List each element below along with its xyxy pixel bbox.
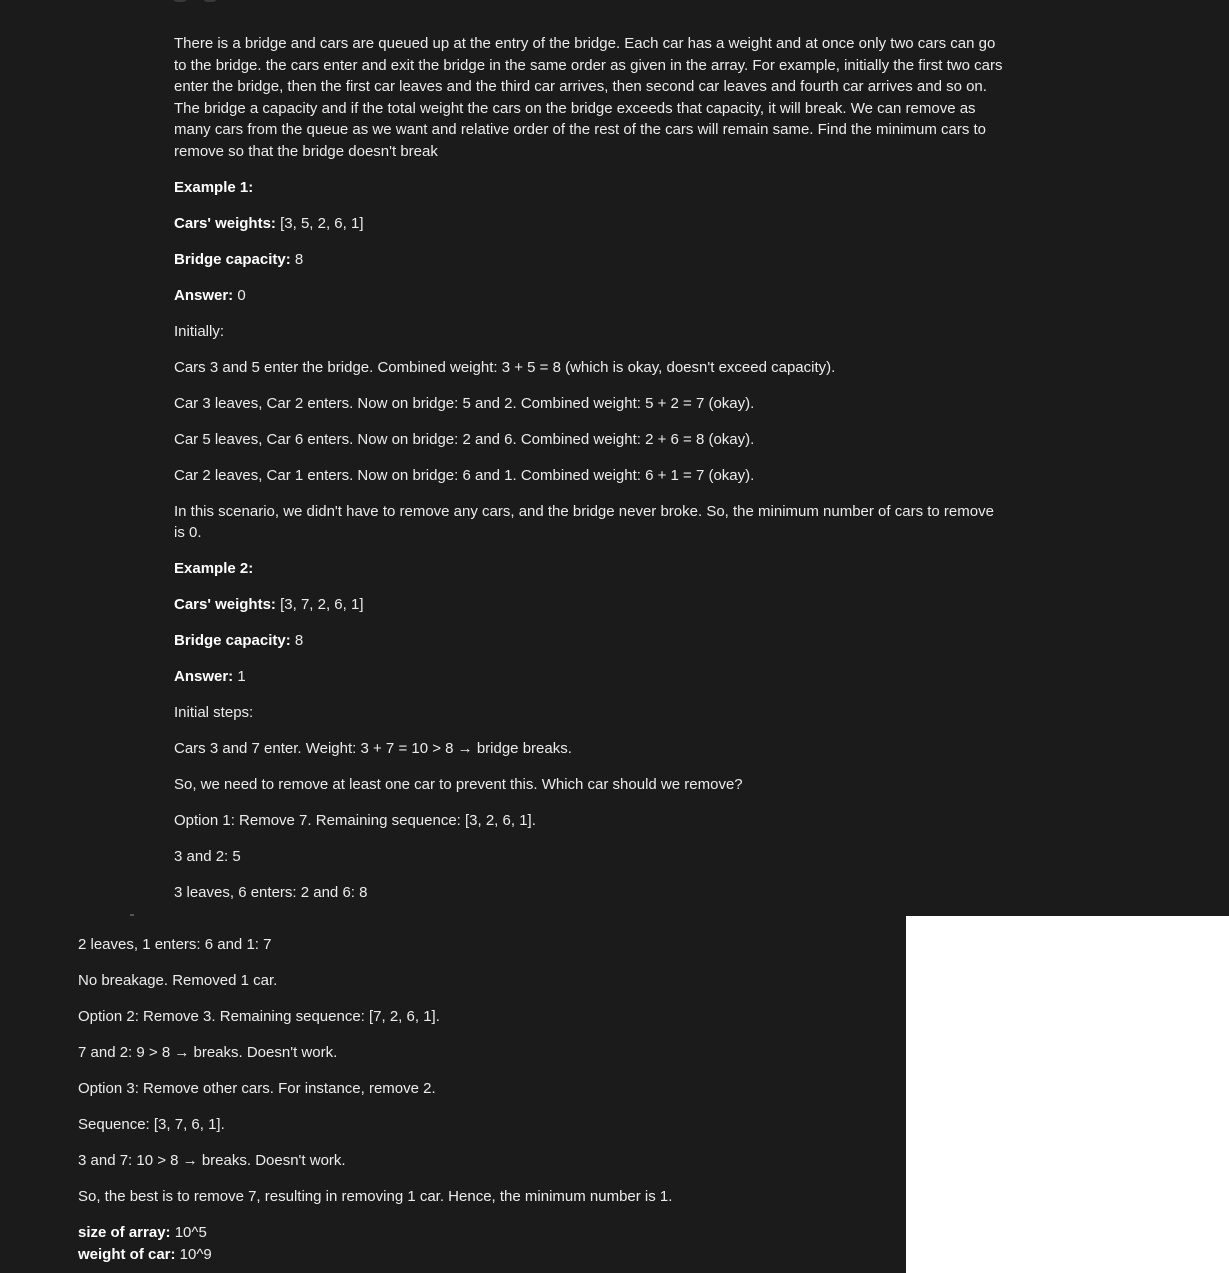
example2-line: Option 1: Remove 7. Remaining sequence: [3, 2, 6, 1].	[174, 812, 536, 829]
avatar-icon	[172, 0, 188, 2]
example2-line: 7 and 2: 9 > 8 → breaks. Doesn't work.	[78, 1044, 338, 1061]
example2-line: 3 and 7: 10 > 8 → breaks. Doesn't work.	[78, 1152, 346, 1169]
example2-answer: Answer: 1	[174, 668, 246, 685]
example1-conclusion: In this scenario, we didn't have to remove any cars, and the bridge never broke. So, the minimum number of cars to remove is 0.	[174, 502, 994, 541]
example2-line: So, we need to remove at least one car to prevent this. Which car should we remove?	[174, 776, 743, 793]
example1-answer: Answer: 0	[174, 286, 246, 304]
example1-step: Car 5 leaves, Car 6 enters. Now on bridge: 2 and 6. Combined weight: 2 + 6 = 8 (okay).	[174, 430, 755, 448]
question-body-continued	[78, 934, 878, 1265]
action-icon	[202, 0, 218, 2]
example2-line: Cars 3 and 7 enter. Weight: 3 + 7 = 10 > 8 → bridge breaks.	[174, 740, 572, 757]
example2-line: 2 leaves, 1 enters: 6 and 1: 7	[78, 936, 272, 953]
example2-line: No breakage. Removed 1 car.	[78, 972, 278, 989]
example1-heading: Example 1:	[174, 178, 254, 196]
problem-statement: There is a bridge and cars are queued up at the entry of the bridge. Each car has a weight and at once only two cars can go to the bridge. the cars enter and exit the bridge in the same order as given in the array. For example, initially the first two cars enter the bridge, then the first car leaves and the third car arrives, then second car leaves and fourth car arrives and so on. The bridge a capacity and if the total weight the cars on the bridge exceeds that capacity, it will break. We can remove as many cars from the queue as we want and relative order of the rest of the cars will remain same. Find the minimum cars to remove so that the bridge doesn't break	[174, 35, 1003, 160]
example2-line: 3 leaves, 6 enters: 2 and 6: 8	[174, 884, 368, 901]
constraint-size: size of array: 10^5	[78, 1224, 207, 1241]
blank-area	[906, 916, 1229, 1273]
example1-weights: Cars' weights: [3, 5, 2, 6, 1]	[174, 214, 364, 232]
example2-initial-steps: Initial steps:	[174, 704, 254, 721]
constraints	[78, 1222, 878, 1265]
example2-line: Sequence: [3, 7, 6, 1].	[78, 1116, 225, 1133]
example1-initially: Initially:	[174, 322, 225, 340]
constraint-weight: weight of car: 10^9	[78, 1245, 212, 1263]
example1-capacity: Bridge capacity: 8	[174, 250, 304, 268]
example2-capacity: Bridge capacity: 8	[174, 632, 304, 649]
question-body	[174, 33, 1004, 918]
example2-weights: Cars' weights: [3, 7, 2, 6, 1]	[174, 596, 364, 613]
example2-line: Option 3: Remove other cars. For instance, remove 2.	[78, 1080, 436, 1097]
toolbar-remnant	[172, 0, 218, 4]
example2-line: 3 and 2: 5	[174, 848, 241, 865]
example2-line: Option 2: Remove 3. Remaining sequence: [7, 2, 6, 1].	[78, 1008, 440, 1025]
example1-step: Car 3 leaves, Car 2 enters. Now on bridge: 5 and 2. Combined weight: 5 + 2 = 7 (okay).	[174, 394, 755, 412]
example1-step: Car 2 leaves, Car 1 enters. Now on bridge: 6 and 1. Combined weight: 6 + 1 = 7 (okay).	[174, 466, 755, 484]
example2-heading: Example 2:	[174, 560, 254, 577]
example2-line: So, the best is to remove 7, resulting in removing 1 car. Hence, the minimum number is 1.	[78, 1188, 673, 1205]
example1-step: Cars 3 and 5 enter the bridge. Combined weight: 3 + 5 = 8 (which is okay, doesn't exceed capacity).	[174, 358, 836, 376]
